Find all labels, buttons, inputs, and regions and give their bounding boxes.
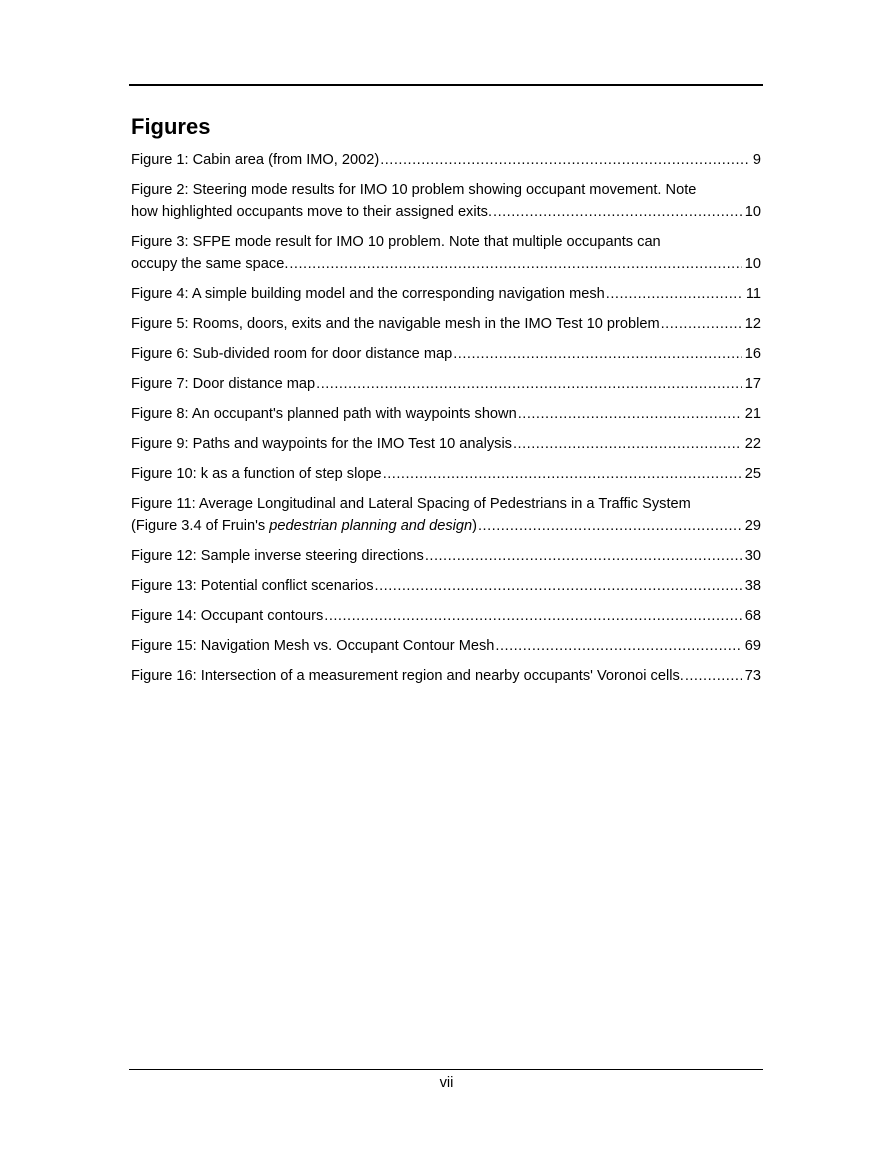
toc-line [131,433,761,455]
toc-entry-figure-15[interactable] [131,635,761,657]
dot-leader [425,545,742,567]
toc-entry-figure-13[interactable] [131,575,761,597]
toc-entry-figure-1[interactable] [131,149,761,171]
toc-page-number: 9 [752,152,761,168]
toc-line [131,605,761,627]
dot-leader [661,313,742,335]
toc-entry-figure-16[interactable] [131,665,761,687]
page-number: vii [439,1075,454,1091]
toc-entry-title-line1: Figure 3: SFPE mode result for IMO 10 problem. Note that multiple occupants can [131,234,661,250]
toc-page-number: 25 [744,466,761,482]
toc-line [131,313,761,335]
toc-entry-title: Figure 16: Intersection of a measurement region and nearby occupants' Voronoi cells. [131,668,684,684]
toc-line [131,575,761,597]
section-heading: Figures [131,114,211,139]
toc-text-after: ) [472,518,477,534]
toc-page-number: 30 [744,548,761,564]
toc-entry-figure-4[interactable] [131,283,761,305]
toc-entry-title: Figure 5: Rooms, doors, exits and the navigable mesh in the IMO Test 10 problem [131,316,660,332]
toc-entry-figure-14[interactable] [131,605,761,627]
toc-entry-figure-8[interactable] [131,403,761,425]
toc-page-number: 17 [744,376,761,392]
dot-leader [606,283,743,305]
toc-entry-figure-5[interactable] [131,313,761,335]
toc-entry-title: Figure 7: Door distance map [131,376,316,392]
toc-page-number: 11 [745,286,761,302]
dot-leader [493,201,742,223]
toc-page-number: 21 [744,406,761,422]
toc-entry-title: Figure 10: k as a function of step slope [131,466,382,482]
toc-page-number: 68 [744,608,761,624]
toc-line [131,283,761,305]
toc-entry-title: Figure 14: Occupant contours [131,608,324,624]
toc-line [131,253,761,275]
toc-entry-title: Figure 13: Potential conflict scenarios [131,578,374,594]
toc-entry-figure-9[interactable] [131,433,761,455]
dot-leader [380,149,750,171]
toc-entry-title-line1: Figure 11: Average Longitudinal and Lateral Spacing of Pedestrians in a Traffic System [131,496,691,512]
dot-leader [513,433,742,455]
toc-line [131,515,761,537]
toc-page-number: 69 [744,638,761,654]
toc-entry-title: Figure 15: Navigation Mesh vs. Occupant Contour Mesh [131,638,495,654]
toc-line [131,201,761,223]
toc-page-number: 38 [744,578,761,594]
toc-line [131,635,761,657]
toc-entry-figure-11[interactable] [131,493,761,537]
toc-page-number: 22 [744,436,761,452]
dot-leader [478,515,742,537]
toc-line [131,149,761,171]
footer-rule [129,1069,763,1070]
toc-entry-title: Figure 8: An occupant's planned path with waypoints shown [131,406,517,422]
dot-leader [316,373,742,395]
toc-entry-title-line2: how highlighted occupants move to their assigned exits. [131,204,493,220]
toc-line [131,343,761,365]
toc-line [131,463,761,485]
toc-entry-figure-12[interactable] [131,545,761,567]
toc-line [131,403,761,425]
toc-page-number: 10 [744,204,761,220]
toc-line [131,545,761,567]
header-rule [129,84,763,86]
toc-entry-title: Figure 4: A simple building model and the corresponding navigation mesh [131,286,605,302]
toc-entry-figure-10[interactable] [131,463,761,485]
toc-text-before: (Figure 3.4 of Fruin's [131,518,270,534]
toc-entry-title: Figure 6: Sub-divided room for door distance map [131,346,453,362]
toc-entry-title-line2: occupy the same space. [131,256,289,272]
toc-entry-title-line2 [131,515,477,537]
dot-leader [518,403,742,425]
toc-page-number: 12 [744,316,761,332]
toc-entry-title-line1: Figure 2: Steering mode results for IMO 10 problem showing occupant movement. Note [131,182,697,198]
toc-line [131,373,761,395]
toc-entry-figure-7[interactable] [131,373,761,395]
toc-entry-figure-3[interactable] [131,231,761,275]
dot-leader [383,463,742,485]
toc-entry-title: Figure 12: Sample inverse steering directions [131,548,424,564]
toc-entry-figure-2[interactable] [131,179,761,223]
toc-page-number: 73 [744,668,761,684]
toc-line [131,665,761,687]
dot-leader [685,665,742,687]
toc-entry-title: Figure 1: Cabin area (from IMO, 2002) [131,152,380,168]
dot-leader [375,575,742,597]
dot-leader [289,253,741,275]
figures-list [131,149,761,695]
toc-page-number: 29 [744,518,761,534]
book-title-italic: pedestrian planning and design [269,518,473,534]
toc-page-number: 16 [744,346,761,362]
dot-leader [453,343,742,365]
dot-leader [495,635,741,657]
toc-entry-title: Figure 9: Paths and waypoints for the IMO Test 10 analysis [131,436,512,452]
toc-entry-figure-6[interactable] [131,343,761,365]
dot-leader [324,605,742,627]
toc-page-number: 10 [744,256,761,272]
